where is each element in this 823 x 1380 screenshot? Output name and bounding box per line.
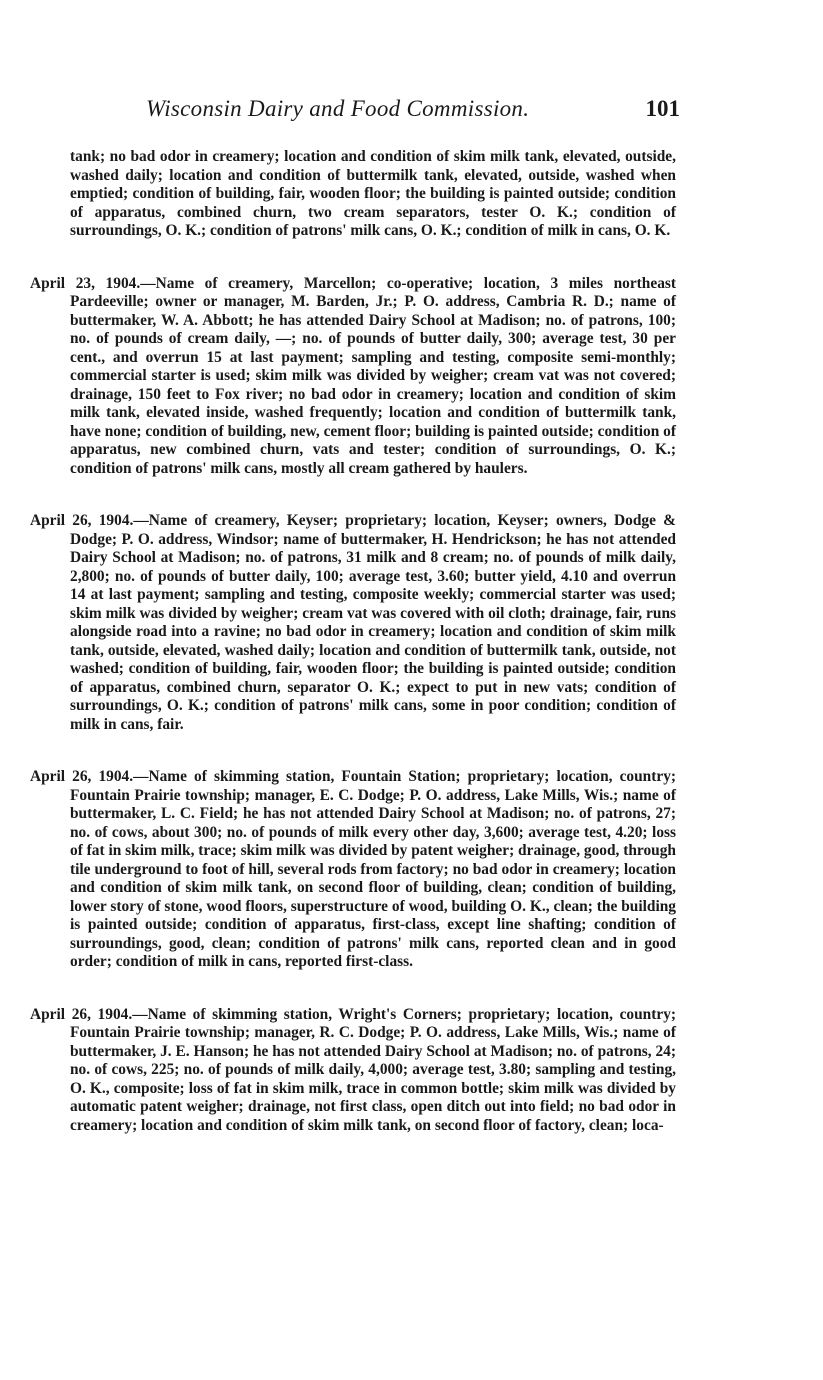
entry-date: April 26, 1904. [30,1005,133,1023]
entry-date: April 26, 1904. [30,768,134,785]
page-body [30,148,676,1169]
entry-text: —Name of creamery, Marcellon; co-operative; location, 3 miles northeast Pardeeville; owner or manager, M. Barden, Jr.; P. O. address, Cambria R. D.; name of buttermaker, W. A. Abbott; he has attended Dairy School at Madison; no. of patrons, 100; no. of pounds of cream daily, —; no. of pounds of butter daily, 300; average test, 30 per cent., and overrun 15 at last payment; sampling and testing, composite semi-monthly; commercial starter is used; skim milk was divided by weigher; cream vat was not covered; drainage, 150 feet to Fox river; no bad odor in creamery; location and condition of skim milk tank, elevated inside, washed frequently; location and condition of buttermilk tank, have none; condition of building, new, cement floor; building is painted outside; condition of apparatus, new combined churn, vats and tester; condition of surroundings, O. K.; condition of patrons' milk cans, mostly all cream gathered by haulers. [70,274,677,477]
entry-text: —Name of skimming station, Fountain Station; proprietary; location, country; Fountain Prairie township; manager, E. C. Dodge; P. O. address, Lake Mills, Wis.; name of buttermaker, L. C. Field; he has not attended Dairy School at Madison; no. of patrons, 27; no. of cows, about 300; no. of pounds of milk every other day, 3,600; average test, 4.20; loss of fat in skim milk, trace; skim milk was divided by patent weigher; drainage, good, through tile underground to foot of hill, several rods from factory; no bad odor in creamery; location and condition of skim milk tank, on second floor of building, clean; condition of building, lower story of stone, wood floors, superstructure of wood, building O. K., clean; the building is painted outside; condition of apparatus, first-class, except line shafting; condition of surroundings, good, clean; condition of patrons' milk cans, reported clean and in good order; condition of milk in cans, reported first-class. [70,768,677,970]
running-title: Wisconsin Dairy and Food Commission. [146,96,530,121]
page-header [110,96,680,132]
inspection-entry [30,768,676,972]
inspection-entry [30,512,676,734]
inspection-entry [30,1006,676,1136]
page-number: 101 [645,96,680,121]
inspection-entry [30,275,676,479]
entry-text: —Name of skimming station, Wright's Corners; proprietary; location, country; Fountain Prairie township; manager, R. C. Dodge; P. O. address, Lake Mills, Wis.; name of buttermaker, J. E. Hanson; he has not attended Dairy School at Madison; no. of patrons, 24; no. of cows, 225; no. of pounds of milk daily, 4,000; average test, 3.80; sampling and testing, O. K., composite; loss of fat in skim milk, trace in common bottle; skim milk was divided by automatic patent weigher; drainage, not first class, open ditch out into field; no bad odor in creamery; location and condition of skim milk tank, on second floor of factory, clean; loca- [70,1005,677,1134]
entry-text: —Name of creamery, Keyser; proprietary; location, Keyser; owners, Dodge & Dodge; P. O. address, Windsor; name of buttermaker, H. Hendrickson; he has not attended Dairy School at Madison; no. of patrons, 31 milk and 8 cream; no. of pounds of milk daily, 2,800; no. of pounds of butter daily, 100; average test, 3.60; butter yield, 4.10 and overrun 14 at last payment; sampling and testing, composite weekly; commercial starter was used; skim milk was divided by weigher; cream vat was covered with oil cloth; drainage, fair, runs alongside road into a ravine; no bad odor in creamery; location and condition of skim milk tank, outside, elevated, washed daily; location and condition of buttermilk tank, outside, not washed; condition of building, fair, wooden floor; the building is painted outside; condition of apparatus, combined churn, separator O. K.; expect to put in new vats; condition of surroundings, O. K.; condition of patrons' milk cans, some in poor condition; condition of milk in cans, fair. [70,512,676,733]
entry-date: April 23, 1904. [30,274,141,292]
continuation-paragraph: tank; no bad odor in creamery; location and condition of skim milk tank, elevated, outside, washed daily; location and condition of buttermilk tank, elevated, outside, washed when emptied; condition of building, fair, wooden floor; the building is painted outside; condition of apparatus, combined churn, two cream separators, tester O. K.; condition of surroundings, O. K.; condition of patrons' milk cans, O. K.; condition of milk in cans, O. K. [70,148,676,239]
entry-date: April 26, 1904. [30,512,134,529]
